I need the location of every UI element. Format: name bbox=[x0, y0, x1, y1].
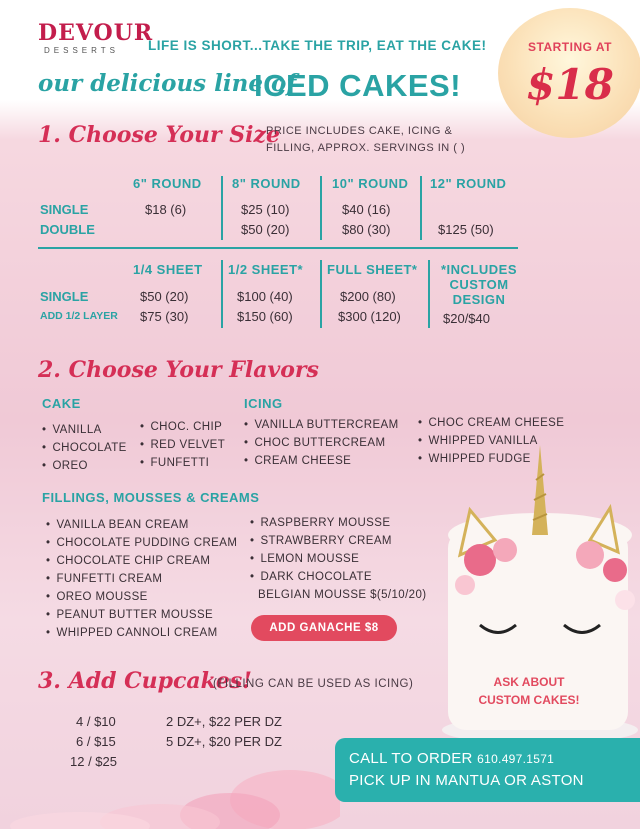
list-item: • CHOC BUTTERCREAM bbox=[244, 434, 399, 452]
section-flavors-title: 2. Choose Your Flavors bbox=[38, 357, 319, 383]
sheet-single-full: $200 (80) bbox=[340, 289, 396, 304]
sheet-header-custom bbox=[434, 262, 524, 307]
list-item: • STRAWBERRY CREAM bbox=[250, 532, 392, 550]
headline-caps: ICED CAKES! bbox=[254, 68, 462, 103]
sheet-header-full: FULL SHEET* bbox=[327, 262, 418, 277]
ask-line1: ASK ABOUT bbox=[493, 675, 565, 689]
fillings-list-2 bbox=[250, 514, 392, 586]
round-divider-2 bbox=[320, 176, 322, 240]
brand-sub: DESSERTS bbox=[44, 46, 119, 55]
round-header-10: 10" ROUND bbox=[332, 176, 409, 191]
cake-list-1 bbox=[42, 421, 127, 475]
section-cupcakes-title: 3. Add Cupcakes! bbox=[38, 668, 252, 694]
cupcakes-note: (FILLING CAN BE USED AS ICING) bbox=[213, 678, 414, 690]
size-note-line2: FILLING, APPROX. SERVINGS IN ( ) bbox=[266, 142, 466, 154]
custom-note-line2: CUSTOM bbox=[449, 277, 509, 292]
list-item: • OREO MOUSSE bbox=[46, 588, 237, 606]
sheet-layer-quarter: $75 (30) bbox=[140, 309, 189, 324]
list-item: • VANILLA bbox=[42, 421, 127, 439]
price-badge bbox=[498, 8, 640, 138]
brand-name: DEVOUR bbox=[38, 20, 154, 46]
sheet-header-half: 1/2 SHEET* bbox=[228, 262, 304, 277]
round-header-8: 8" ROUND bbox=[232, 176, 301, 191]
table-separator bbox=[38, 247, 518, 249]
cupcake-bulk-2dz: 2 DZ+, $22 PER DZ bbox=[166, 714, 282, 729]
list-item: • FUNFETTI CREAM bbox=[46, 570, 237, 588]
icing-list-1 bbox=[244, 416, 399, 470]
sheet-layer-full: $300 (120) bbox=[338, 309, 401, 324]
size-note bbox=[266, 123, 465, 157]
round-single-8: $25 (10) bbox=[241, 202, 290, 217]
round-row-single-label: SINGLE bbox=[40, 202, 89, 217]
icing-label: ICING bbox=[244, 396, 283, 411]
round-double-10: $80 (30) bbox=[342, 222, 391, 237]
call-label: CALL TO ORDER bbox=[349, 750, 473, 767]
custom-note-line1: *INCLUDES bbox=[440, 262, 517, 277]
list-item: • CHOC CREAM CHEESE bbox=[418, 414, 564, 432]
phone-number: 610.497.1571 bbox=[477, 752, 555, 766]
custom-note-line3: DESIGN bbox=[452, 292, 506, 307]
cake-list-2 bbox=[140, 418, 225, 472]
fillings-label: FILLINGS, MOUSSES & CREAMS bbox=[42, 490, 260, 505]
sheet-layer-custom: $20/$40 bbox=[443, 311, 490, 326]
sheet-header-quarter: 1/4 SHEET bbox=[133, 262, 203, 277]
round-single-10: $40 (16) bbox=[342, 202, 391, 217]
list-item: • WHIPPED VANILLA bbox=[418, 432, 564, 450]
headline-script: our delicious line of bbox=[38, 70, 297, 97]
badge-label: STARTING AT bbox=[528, 40, 612, 54]
round-header-12: 12" ROUND bbox=[430, 176, 507, 191]
list-item: • CHOCOLATE PUDDING CREAM bbox=[46, 534, 237, 552]
round-single-6: $18 (6) bbox=[145, 202, 187, 217]
round-divider-1 bbox=[221, 176, 223, 240]
fillings-extra-line: BELGIAN MOUSSE $(5/10/20) bbox=[258, 589, 427, 601]
list-item: • CHOCOLATE CHIP CREAM bbox=[46, 552, 237, 570]
list-item: • VANILLA BUTTERCREAM bbox=[244, 416, 399, 434]
list-item: • DARK CHOCOLATE bbox=[250, 568, 392, 586]
add-ganache-badge: ADD GANACHE $8 bbox=[251, 615, 397, 641]
cupcake-price-4: 4 / $10 bbox=[76, 714, 116, 729]
cupcake-price-12: 12 / $25 bbox=[70, 754, 117, 769]
fillings-list-1 bbox=[46, 516, 237, 642]
list-item: • CHOCOLATE bbox=[42, 439, 127, 457]
size-note-line1: PRICE INCLUDES CAKE, ICING & bbox=[266, 125, 453, 137]
sheet-row-single-label: SINGLE bbox=[40, 289, 89, 304]
list-item: • WHIPPED CANNOLI CREAM bbox=[46, 624, 237, 642]
round-header-6: 6" ROUND bbox=[133, 176, 202, 191]
call-to-order-box bbox=[335, 738, 640, 802]
badge-price: $18 bbox=[526, 60, 614, 109]
list-item: • LEMON MOUSSE bbox=[250, 550, 392, 568]
sheet-divider-3 bbox=[428, 260, 430, 328]
list-item: • CREAM CHEESE bbox=[244, 452, 399, 470]
list-item: • CHOC. CHIP bbox=[140, 418, 225, 436]
tagline: LIFE IS SHORT...TAKE THE TRIP, EAT THE CAKE! bbox=[148, 38, 487, 53]
list-item: • WHIPPED FUDGE bbox=[418, 450, 564, 468]
sheet-divider-1 bbox=[221, 260, 223, 328]
list-item: • RED VELVET bbox=[140, 436, 225, 454]
round-double-12: $125 (50) bbox=[438, 222, 494, 237]
ask-line2: CUSTOM CAKES! bbox=[478, 693, 580, 707]
list-item: • RASPBERRY MOUSSE bbox=[250, 514, 392, 532]
list-item: • PEANUT BUTTER MOUSSE bbox=[46, 606, 237, 624]
cupcake-price-6: 6 / $15 bbox=[76, 734, 116, 749]
list-item: • VANILLA BEAN CREAM bbox=[46, 516, 237, 534]
list-item: • OREO bbox=[42, 457, 127, 475]
sheet-layer-half: $150 (60) bbox=[237, 309, 293, 324]
sheet-single-half: $100 (40) bbox=[237, 289, 293, 304]
list-item: • FUNFETTI bbox=[140, 454, 225, 472]
round-row-double-label: DOUBLE bbox=[40, 222, 95, 237]
ask-custom bbox=[454, 673, 604, 709]
sheet-single-quarter: $50 (20) bbox=[140, 289, 189, 304]
round-double-8: $50 (20) bbox=[241, 222, 290, 237]
section-size-title: 1. Choose Your Size bbox=[38, 122, 280, 148]
brand-logo bbox=[38, 20, 154, 64]
cupcake-bulk-5dz: 5 DZ+, $20 PER DZ bbox=[166, 734, 282, 749]
cake-label: CAKE bbox=[42, 396, 81, 411]
round-divider-3 bbox=[420, 176, 422, 240]
sheet-row-add-layer-label: ADD 1/2 LAYER bbox=[40, 310, 118, 322]
sheet-divider-2 bbox=[320, 260, 322, 328]
pickup-info: PICK UP IN MANTUA OR ASTON bbox=[349, 772, 584, 789]
pink-feathers-decoration bbox=[0, 740, 340, 829]
